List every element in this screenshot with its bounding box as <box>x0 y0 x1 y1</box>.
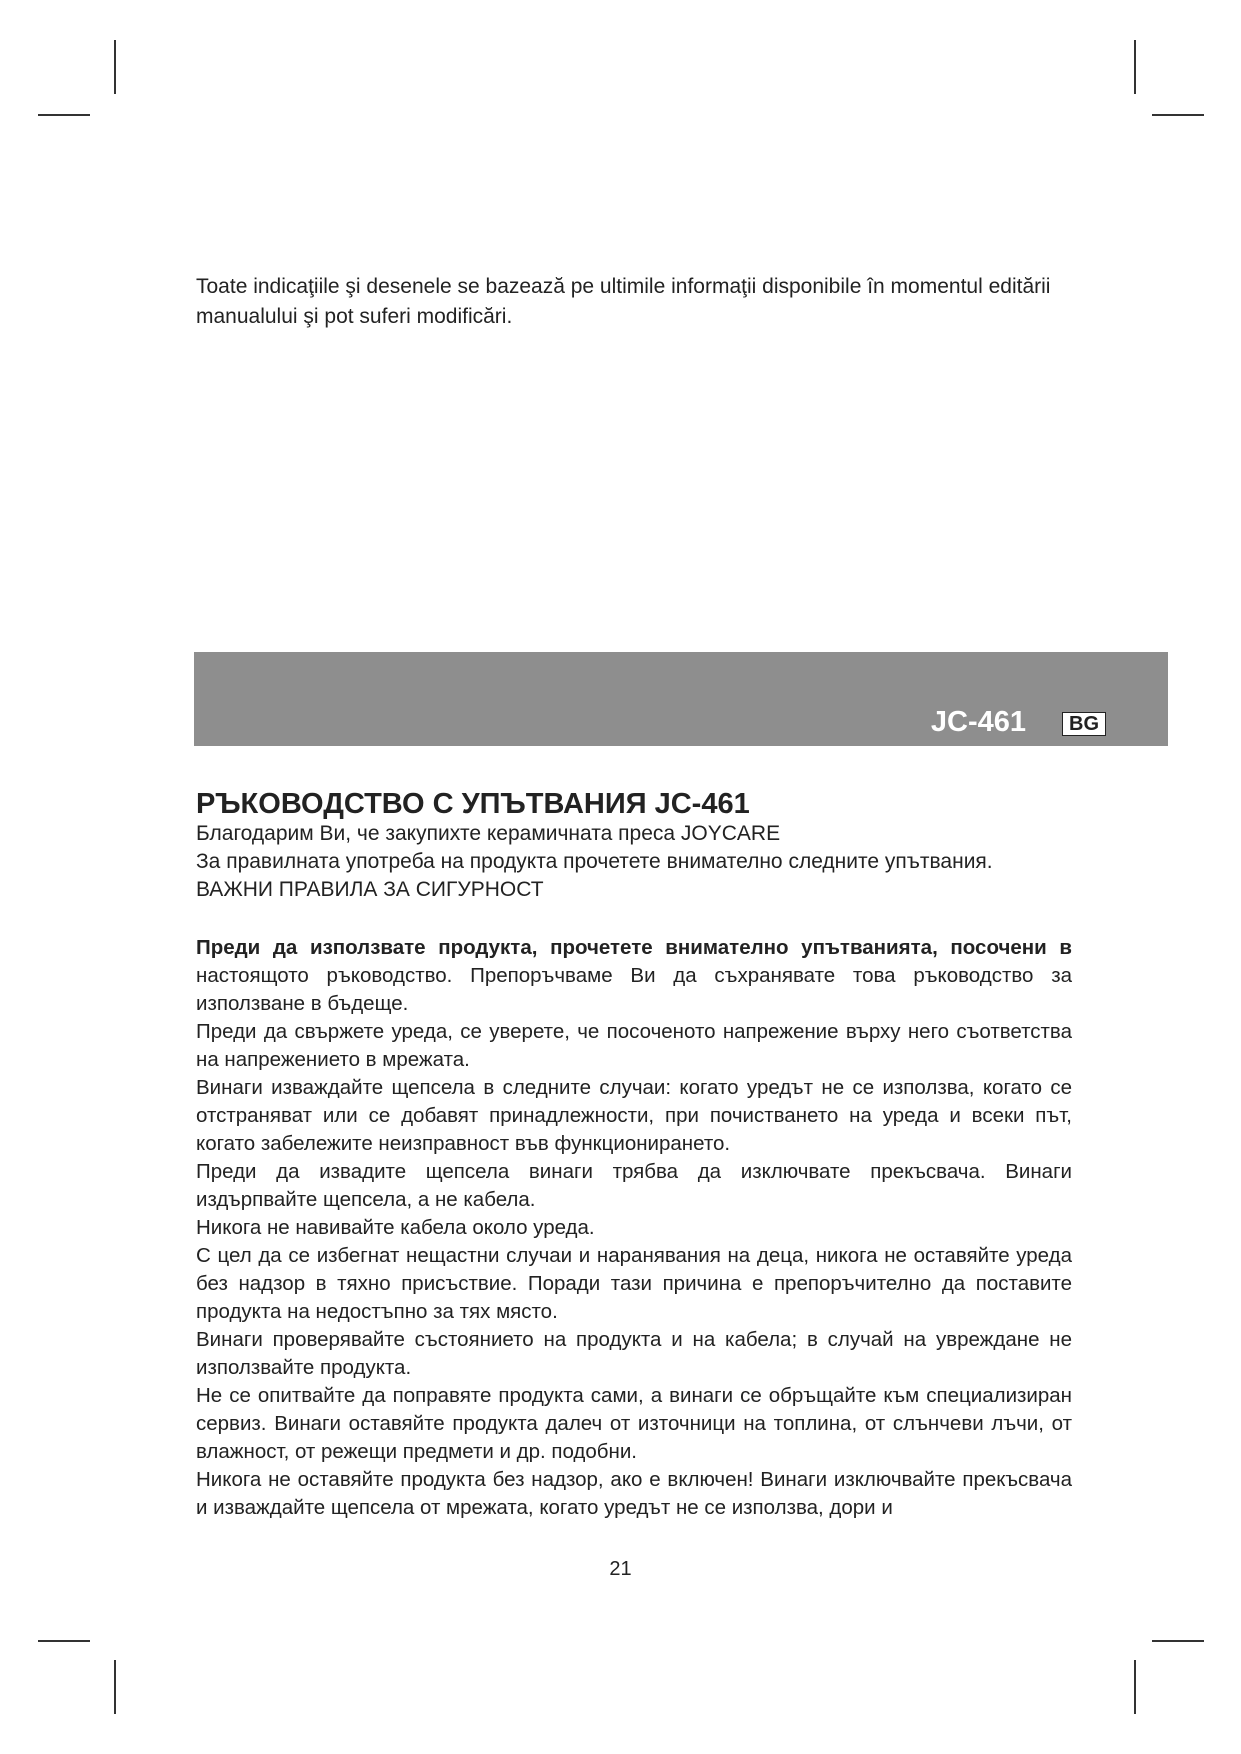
rule-bold-lead: Преди да използвате продукта, прочетете внимателно упътванията, посочени в <box>196 936 1072 959</box>
thanks-line: Благодарим Ви, че закупихте керамичната преса JOYCARE <box>196 822 781 845</box>
crop-mark-top-left-horizontal <box>38 114 90 116</box>
model-label: JC-461 <box>930 706 1026 738</box>
rule-paragraph: С цел да се избегнат нещастни случаи и наранявания на деца, никога не оставяйте уреда без надзор в тяхно присъствие. Поради тази причина е препоръчително да поставите продукта на недостъпно за тях място. <box>196 1244 1072 1323</box>
page-number: 21 <box>609 1558 632 1580</box>
rule-paragraph: Преди да извадите щепсела винаги трябва да изключвате прекъсвача. Винаги издърпвайте щепсела, а не кабела. <box>196 1160 1072 1211</box>
crop-mark-bottom-right-vertical <box>1134 1660 1136 1714</box>
crop-mark-top-left-vertical <box>114 40 116 94</box>
crop-mark-bottom-left-vertical <box>114 1660 116 1714</box>
crop-mark-bottom-right-horizontal <box>1152 1640 1204 1642</box>
rule-paragraph: Никога не оставяйте продукта без надзор, ако е включен! Винаги изключвайте прекъсвача и изваждайте щепсела от мрежата, когато уредът не се използва, дори и <box>196 1468 1072 1519</box>
rule-paragraph: Преди да свържете уреда, се уверете, че посоченото напрежение върху него съответства на напрежението в мрежата. <box>196 1020 1072 1071</box>
crop-mark-bottom-left-horizontal <box>38 1640 90 1642</box>
instructions-line: За правилната употреба на продукта прочетете внимателно следните упътвания. <box>196 850 993 873</box>
manual-title: РЪКОВОДСТВО С УПЪТВАНИЯ JC-461 <box>196 788 750 820</box>
romanian-disclaimer: Toate indicaţiile şi desenele se bazează pe ultimile informaţii disponibile în momentul editării manualului şi pot suferi modificări. <box>196 275 1051 328</box>
crop-mark-top-right-horizontal <box>1152 114 1204 116</box>
rule-lead-rest: настоящото ръководство. Препоръчваме Ви да съхранявате това ръководство за използване в бъдеще. <box>196 964 1072 1015</box>
rule-paragraph: Винаги проверявайте състоянието на продукта и на кабела; в случай на увреждане не използвайте продукта. <box>196 1328 1072 1379</box>
rule-paragraph: Никога не навивайте кабела около уреда. <box>196 1216 595 1239</box>
model-banner <box>194 652 1168 746</box>
rule-paragraph: Винаги изваждайте щепсела в следните случаи: когато уредът не се използва, когато се отстраняват или се добавят принадлежности, при почистването на уреда и всеки път, когато забележите неизправност във функционирането. <box>196 1076 1072 1155</box>
language-badge: BG <box>1062 712 1106 736</box>
crop-mark-top-right-vertical <box>1134 40 1136 94</box>
rule-paragraph <box>196 934 1072 1018</box>
safety-rules <box>196 934 1072 1522</box>
rule-paragraph: Не се опитвайте да поправяте продукта сами, а винаги се обръщайте към специализиран сервиз. Винаги оставяйте продукта далеч от източници на топлина, от слънчеви лъчи, от влажност, от режещи предмети и др. подобни. <box>196 1384 1072 1463</box>
manual-content <box>196 788 1072 1522</box>
safety-heading: ВАЖНИ ПРАВИЛА ЗА СИГУРНОСТ <box>196 878 544 901</box>
